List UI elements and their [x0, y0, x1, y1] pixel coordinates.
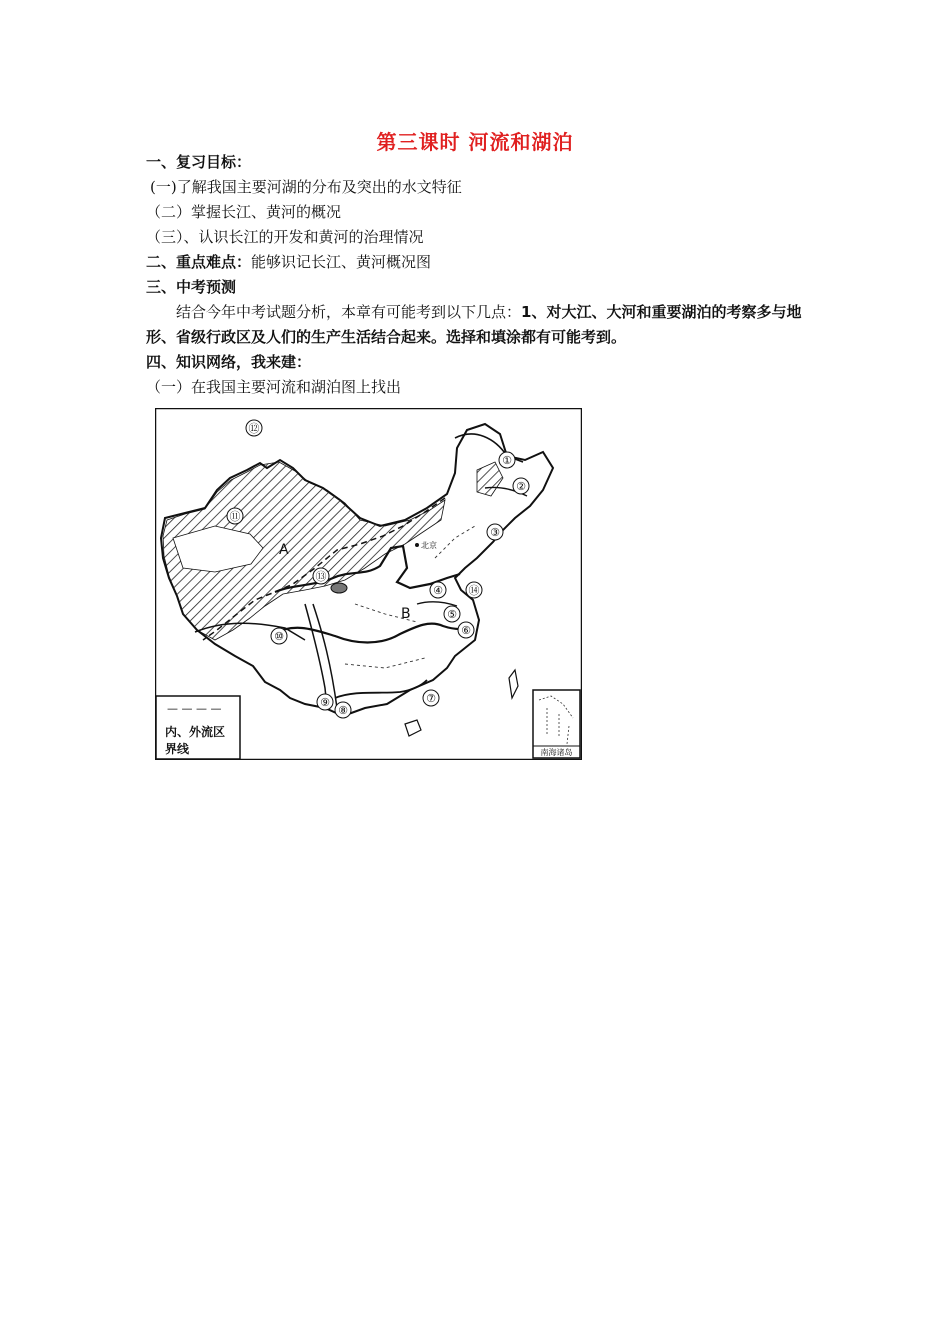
marker-2: ②	[516, 480, 526, 493]
section-1-heading: 一、复习目标：	[146, 153, 252, 171]
beijing-dot	[415, 543, 419, 547]
rivers-lakes-map	[155, 408, 582, 760]
legend-dash: — — — —	[167, 702, 222, 715]
section-2-heading: 二、重点难点：	[146, 253, 252, 271]
marker-3: ③	[490, 526, 500, 539]
marker-4: ④	[433, 584, 443, 597]
qinghai-lake	[331, 583, 347, 593]
section-4-heading: 四、知识网络，我来建：	[146, 353, 312, 371]
marker-10: ⑩	[274, 630, 284, 643]
marker-1: ①	[502, 454, 512, 467]
section-2	[146, 252, 431, 272]
marker-11: ⑪	[229, 510, 241, 523]
legend-text-1: 内、外流区	[165, 725, 226, 739]
inset-label: 南海诸岛	[540, 748, 573, 757]
marker-6: ⑥	[461, 624, 471, 637]
objective-1: (一)了解我国主要河湖的分布及突出的水文特征	[150, 178, 462, 196]
marker-14: ⑭	[468, 584, 480, 597]
page-title: 第三课时 河流和湖泊	[376, 130, 574, 154]
marker-7: ⑦	[426, 692, 436, 705]
marker-12: ⑫	[248, 422, 260, 435]
legend-text-2: 界线	[165, 742, 190, 756]
marker-5: ⑤	[447, 608, 457, 621]
objective-3: （三）、认识长江的开发和黄河的治理情况	[146, 228, 424, 246]
section-3-heading: 三、中考预测	[146, 278, 237, 296]
section-4-item: （一）在我国主要河流和湖泊图上找出	[146, 378, 402, 396]
marker-9: ⑨	[320, 696, 330, 709]
section-2-text: 能够识记长江、黄河概况图	[251, 253, 432, 271]
section-3-text: 结合今年中考试题分析，本章有可能考到以下几点：	[176, 303, 522, 321]
section-3-paragraph	[146, 300, 816, 350]
marker-13: ⑬	[315, 570, 327, 583]
objective-2: （二）掌握长江、黄河的概况	[146, 203, 342, 221]
section-3-text-bold: 1、对大江、大河和重要湖泊的考察多与地形、省级行政区及人们的生产生活结合起来。选择和填涂都有可能考到。	[146, 303, 802, 346]
letter-b: B	[401, 606, 411, 622]
beijing-label: 北京	[421, 541, 437, 550]
marker-8: ⑧	[338, 704, 348, 717]
letter-a: A	[279, 542, 289, 558]
